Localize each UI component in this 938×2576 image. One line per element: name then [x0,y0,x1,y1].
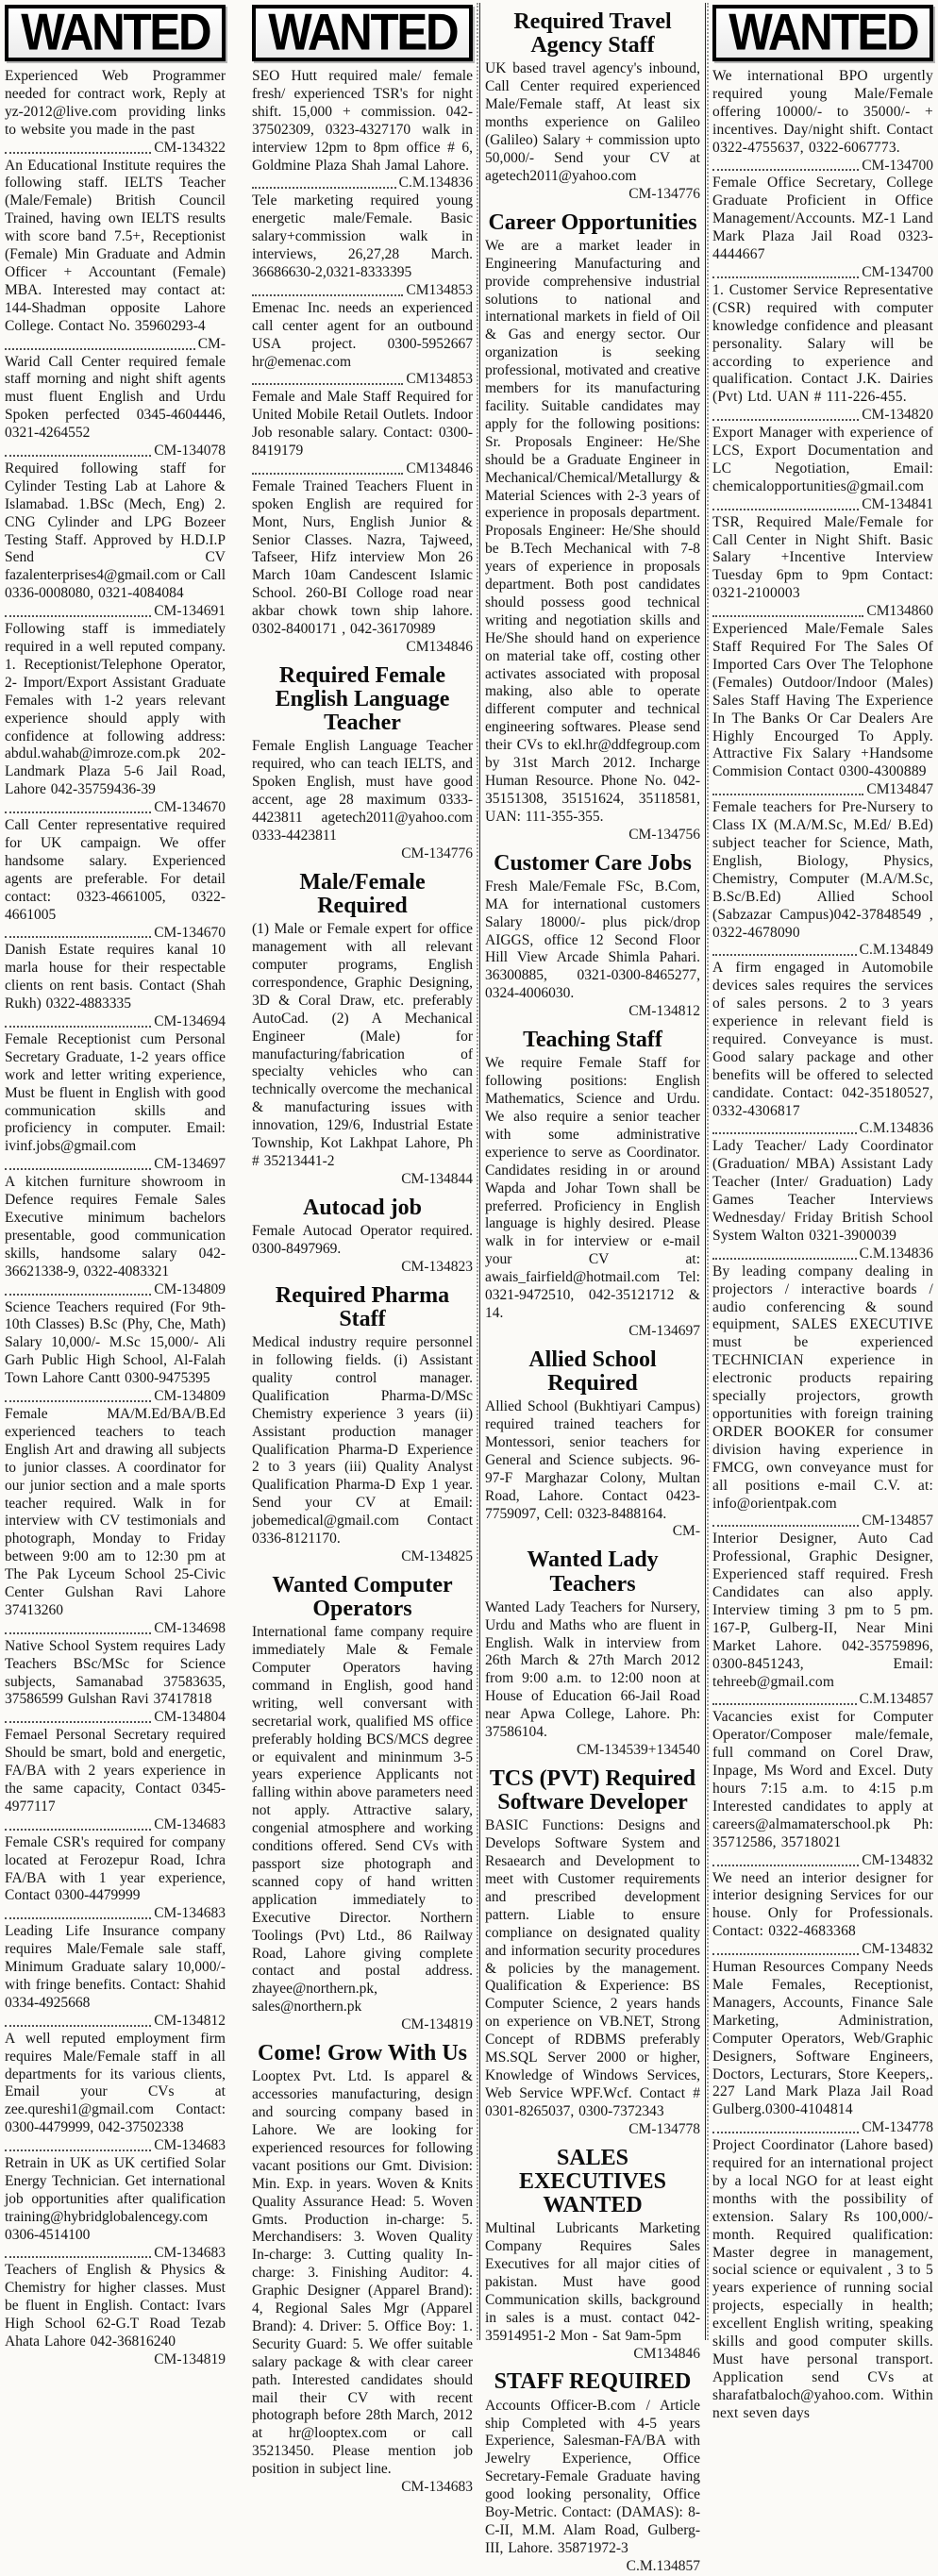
ad-ref-number: CM-134694 [154,1013,226,1030]
classified-ad [5,1727,226,1833]
ad-body: Emenac Inc. needs an experienced call center agent for an outbound USA project. 0300-5952667 hr@emenac.com [252,299,473,370]
ad-ref-number: CM-134804 [154,1709,226,1726]
ad-heading: Required Female English Language Teacher [275,662,450,736]
ad-ref-line [5,2137,226,2155]
ad-ref-number: CM- [197,335,226,352]
classified-ad [712,621,933,799]
classified-ad [5,1299,226,1406]
ad-ref-line [5,1709,226,1727]
ad-heading: Teaching Staff [523,1028,662,1053]
ad-ref-number: CM-134539+134540 [576,1742,700,1758]
ad-ref-line [5,2013,226,2031]
dotted-leader [5,1917,151,1919]
classified-ad [5,621,226,817]
ad-ref-line [252,1171,473,1189]
wanted-logo-box [252,5,473,61]
classified-ad [485,2370,700,2575]
ad-ref-number: CM-134825 [401,1547,473,1564]
ad-ref-number: CM134853 [406,371,473,388]
ad-ref-number: CM-134756 [628,826,700,843]
ad-body: Native School System requires Lady Teachers BSc/MSc for Science subjects, Samanabad 37583635, 37586599 Gulshan Ravi 37417818 [5,1637,226,1708]
ad-ref-line [5,925,226,943]
ad-ref-number: CM-134819 [154,2351,226,2367]
ad-heading: Required Travel Agency Staff [513,9,672,59]
ad-ref-line [485,186,700,204]
classified-ad [712,282,933,425]
ad-ref-line [252,460,473,478]
ad-ref-number: CM-134078 [154,443,226,460]
ad-ref-line [252,282,473,300]
ad-ref-number: CM134853 [406,281,473,298]
wanted-logo-text: WANTED [267,5,458,61]
classified-ad [712,1263,933,1531]
classified-ad [712,175,933,281]
classified-ad [712,1138,933,1263]
ad-ref-number: C.M.134836 [398,175,473,192]
ad-ref-number: CM-134832 [862,1851,933,1868]
wanted-logo-text: WANTED [728,5,918,61]
classified-ad [712,1709,933,1869]
dotted-leader [712,1132,857,1134]
dotted-leader [5,1294,151,1296]
classified-ad [5,2262,226,2368]
classified-ad [252,1574,473,2034]
ad-ref-number: CM134846 [406,639,473,655]
dotted-leader [5,936,151,938]
dotted-leader [5,811,151,813]
dotted-leader [252,473,403,475]
ad-heading: Autocad job [302,1195,422,1220]
ad-ref-line [5,799,226,817]
classified-ad [485,2147,700,2364]
ad-ref-line [712,942,933,960]
dotted-leader [712,954,857,956]
ad-ref-number: CM-134778 [628,2120,700,2137]
ad-ref-line [252,639,473,657]
ad-ref-number: C.M.134836 [859,1245,933,1262]
ad-ref-line [712,1852,933,1870]
classified-ad [5,1406,226,1638]
classified-ad [485,1029,700,1341]
ad-ref-number: CM-134670 [154,799,226,816]
ad-body: We are a market leader in Engineering Manufacturing and provide comprehensive industrial solutions to national and international markets in field of Oil & Gas and energy sector. Our organization is seeking professional, motivated and creative members for its manufacturing facility. Suitable candidates may apply for the following positions: Sr. Proposals Engineer: He/She should be a Graduate Engineer in Mechanical/Chemical/Metallurgy & Material Sciences with 2-3 years of experience in proposals department. Proposals Engineer: He/She should be B.Tech Mechanical with 7-8 years of experience in proposals department. Both post candidates should possess good technical writing and negotiation skills and He/She should hand on experience on material take off, costing other activates associated with proposal making, also able to operate different computer and technical engineering softwares. Please send their CVs to ekl.hr@ddfegroup.com by 31st March 2012. Incharge Human Resource. Phone No. 042-35151308, 35151624, 35118581, UAN: 111-355-355. [485,237,700,825]
ad-body: SEO Hutt required male/ female fresh/ experienced TSR's for night shift. 15,000 + commission. 042-37502309, 0323-4327170 walk in interview 12pm to 8pm office # 6, Goldmine Plaza Shah Jamal Lahore. [252,68,473,174]
ad-ref-line [712,158,933,176]
classified-ad [5,2031,226,2155]
ad-ref-line [5,443,226,460]
ad-ref-number: CM-134776 [401,845,473,861]
classified-ad [5,1923,226,2030]
ad-ref-number: CM-134683 [154,1905,226,1922]
ad-body: 1. Customer Service Representative (CSR) required with computer knowledge confidence and pleasant personality. Salary will be according to experience and qualification. Contact J.K. Dairies (Pvt) Ltd. UAN # 111-226-455. [712,281,933,406]
ad-ref-line [252,371,473,389]
ad-body: Female Trained Teachers Fluent in spoken English are required for Mont, Nurs, English Junior & Senior Classes. Nazra, Tajweed, Tafseer, Hifz interview Mon 26 March 10am Candescent Islamic School. 260-BI Colloge road near akbar chowk town ship lahore. 0302-8400171 , 042-36170989 [252,477,473,638]
classified-ad [712,514,933,621]
ad-heading: Wanted Lady Teachers [527,1547,659,1597]
ad-heading: SALES EXECUTIVES WANTED [518,2145,667,2217]
ad-body: Accounts Officer-B.com / Article ship Completed with 4-5 years Experience, Salesman-FA/BA with Jewelry Experience, Office Secretary-Female Graduate having good looking personality, Office Boy-Metric. Contact: (DAMAS): 8-C-II, M.M. Alam Road, Gulberg-III, Lahore. 35871972-3 [485,2397,700,2556]
ad-body: Following staff is immediately required in a well reputed company. 1. Receptionist/Telephone Operator, 2- Import/Export Assistant Graduate Females with 1-2 years relevant experience should apply with confidence at following address: abdul.wahab@imroze.com.pk 202-Landmark Plaza 5-6 Jail Road, Lahore 042-35759436-39 [5,621,226,798]
dotted-leader [5,1829,151,1831]
ad-body: Multinal Lubricants Marketing Company Requires Sales Executives for all major cities of pakistan. Must have good Communication skills, background in sales is a must. contact 042-35914951-2 Mon - Sat 9am-5pm [485,2220,700,2344]
dotted-leader [5,152,151,154]
ad-ref-line [252,2479,473,2497]
classified-ad [712,1531,933,1709]
ad-ref-line [485,1742,700,1760]
classified-ad [252,2042,473,2497]
ad-body: Female CSR's required for company located at Ferozepur Road, Ichra FA/BA with 1 year experience, Contact 0300-4479999 [5,1833,226,1904]
ad-body: Danish Estate requires kanal 10 marla house for their respectable clients on rent basis. Contact (Shah Rukh) 0322-4883335 [5,942,226,1012]
classified-ad [485,211,700,845]
ad-body: Experienced Web Programmer needed for contract work, Reply at yz-2012@live.com providing links to website you made in the past [5,68,226,138]
ad-body: TSR, Required Male/Female for Call Center in Night Shift. Basic Salary +Incentive Interview Tuesday 6pm to 9pm Contact: 0321-2100003 [712,513,933,602]
classified-ad [5,68,226,158]
ad-ref-line [5,1388,226,1406]
ad-ref-line [252,1259,473,1277]
classified-ad [712,2137,933,2423]
ad-body: Vacancies exist for Computer Operator/Composer male/female, full command on Corel Draw, Inpage, Ms Word and Excel. Duty hours 7:15 a.m. to 4:15 p.m Interested candidates to apply at careers@almamaterschool.pk Ph: 35712586, 35718021 [712,1709,933,1850]
ad-ref-line [252,2016,473,2034]
ad-body: UK based travel agency's inbound, Call Center required experienced Male/Female staff, At least six months experience on Galileo (Galileo) Salary + commission upto 50,000/- Send your CV at agetech2011@yahoo.com [485,60,700,184]
wanted-logo-text: WANTED [20,5,210,61]
column-1 [2,3,228,2367]
classified-ad [5,2155,226,2262]
ad-ref-line [712,2119,933,2137]
dotted-leader [5,1632,151,1634]
classified-ad [252,389,473,478]
ad-ref-number: CM-134322 [154,139,226,156]
ad-ref-line [252,175,473,192]
column-4 [710,3,936,2421]
classified-ad [252,68,473,192]
ad-body: We require Female Staff for following positions: English Mathematics, Science and Urdu. We also require a senior teacher with some administrative experience to serve as Coordinator. Candidates residing in or around Wapda and Johar Town shall be preferred. Proficiency in English language is highly desired. Please walk in for interview or e-mail your CV at: awais_fairfield@hotmail.com Tel: 0321-9472510, 042-35121712 & 14. [485,1055,700,1321]
dotted-leader [252,294,403,296]
classified-ad [252,1196,473,1277]
classified-ad [712,1870,933,1960]
classified-ad [485,852,700,1021]
dotted-leader [712,1703,857,1705]
ad-heading: Allied School Required [528,1347,657,1396]
ad-body: Teachers of English & Physics & Chemistry for higher classes. Must be fluent in English. Contact: Ivars High School 62-G.T Road Tezab Ahata Lahore 042-36816240 [5,2262,226,2350]
ad-body: Female and Male Staff Required for United Mobile Retail Outlets. Indoor Job resonable salary. Contact: 0300-8419179 [252,389,473,460]
classified-ad [5,354,226,460]
classified-ad [485,10,700,204]
ad-ref-line [485,2346,700,2364]
ad-body: (1) Male or Female expert for office management with all relevant computer programs, English correspondence, Graphic Designing, 3D & Coral Draw, etc. preferably AutoCad. (2) A Mechanical Engineer (Male) for manufacturing/fabrication of specialty vehicles who can technically overcome the mechanical & manufacturing issues with innovation, 129/6, Industrial Estate Township, Kot Lakhpat Lahore, Ph # 35213441-2 [252,921,473,1169]
ad-ref-line [485,1323,700,1341]
dotted-leader [712,1865,859,1866]
ad-body: A well reputed employment firm requires Male/Female staff in all departments for its various clients, Email your CVs at zee.qureshi1@gmail.com Contact: 0300-4479999, 042-37502338 [5,2030,226,2136]
classified-ad [5,1638,226,1728]
ad-ref-line [5,1905,226,1923]
wanted-logo-box [712,5,933,61]
ad-ref-line [485,2121,700,2139]
ad-ref-number: CM-134778 [862,2119,933,2136]
ad-heading: STAFF REQUIRED [494,2369,692,2395]
ad-ref-line [712,264,933,282]
classified-ad [485,1548,700,1760]
ad-body: Female Receptionist cum Personal Secretary Graduate, 1-2 years office work and letter writing experience, Must be fluent in English with good communication skills and proficiency in computer. Email: ivinf.jobs@gmail.com [5,1030,226,1155]
ad-heading: Male/Female Required [299,869,426,918]
ad-ref-line [712,1941,933,1959]
ad-ref-number: CM-134820 [862,407,933,424]
dotted-leader [712,509,859,510]
classified-ad [485,1348,700,1542]
dotted-leader [5,1168,151,1170]
ad-body: Warid Call Center required female staff morning and night shift agents must fluent English and Urdu Spoken perfected 0345-4604446, 0321-4264552 [5,353,226,442]
ad-ref-line [712,496,933,514]
classified-ad [5,460,226,621]
ad-ref-number: CM-134823 [401,1258,473,1275]
ad-ref-number: CM-134698 [154,1619,226,1636]
classified-ad [5,942,226,1031]
ad-body: Human Resources Company Needs Male Females, Receptionist, Managers, Accounts, Finance Sale Marketing, Administration, Computer Operators, Web/Graphic Designers, Software Engineers, Doctors, Lecturars, Store Keepers,. 227 Land Mark Plaza Jail Road Gulberg.0300-4104814 [712,1959,933,2118]
ad-ref-number: CM-134841 [862,495,933,512]
ad-body: We international BPO urgently required young Male/Female offering 10000/- to 35000/- + incentives. Day/night shift. Contact 0322-4755637, 0322-6067773. [712,68,933,156]
classified-ad [5,1174,226,1298]
ad-ref-line [485,1003,700,1021]
ad-ref-number: CM-134700 [862,157,933,174]
ad-ref-line [712,1513,933,1531]
dotted-divider-right [707,3,709,2340]
ad-ref-number: CM-134819 [401,2016,473,2033]
dotted-leader [252,187,396,189]
ad-ref-number: CM134847 [866,781,933,798]
ad-ref-line [5,2351,226,2369]
dotted-leader [712,169,859,171]
ad-body: Female MA/M.Ed/BA/B.Ed experienced teachers to teach English Art and drawing all subjects to junior classes. A coordinator for our junior section and a male sports teacher required. Walk in for interview with CV testimonials and photograph, Monday to Friday between 9:00 am to 12:30 pm at The Pak Lyceum School 25-Civic Center Gulshan Ravi Lahore 37413260 [5,1405,226,1618]
ad-body: We need an interior designer for interior designing Services for our house. Only for Professionals. Contact: 0322-4683368 [712,1869,933,1940]
dotted-leader [712,794,863,795]
ad-ref-line [5,2245,226,2263]
ad-body: Female Autocad Operator required. 0300-8497969. [252,1222,473,1257]
ad-ref-number: CM134860 [866,603,933,620]
ad-heading: Come! Grow With Us [258,2041,467,2066]
dotted-divider-left [477,3,478,2340]
classified-ad [252,664,473,863]
ad-body: Allied School (Bukhtiyari Campus) required trained teachers for Montessori, senior teachers for General and Science subjects. 96-97-F Marghazar Colony, Multan Road, Lahore. Contact 0423-7759097, Cell: 0323-8488164. [485,1398,700,1522]
ad-body: An Educational Institute requires the following staff. IELTS Teacher (Male/Female) British Council Trained, having own IELTS results with score band 7.5+, Receptionist (Female) Min Graduate and Admin Officer + Accountant (Female) MBA. Interested may contact at: 144-Shadman opposite Lahore College. Contact No. 35960293-4 [5,157,226,334]
classified-ad [252,300,473,390]
classified-ad [252,871,473,1189]
dotted-leader [712,2132,859,2133]
ad-body: Medical industry require personnel in following fields. (i) Assistant quality control manager. Qualification Pharma-D/MSc Chemistry experience 3 years (ii) Assistant production manager Qualification Pharma-D Experience 2 to 3 years (iii) Quality Analyst Qualification Pharma-D Exp 1 year. Send your CV at Email: jobemedical@gmail.com Contact 0336-8121170. [252,1334,473,1547]
ad-ref-line [712,1691,933,1709]
ad-ref-number: CM- [672,1523,700,1540]
ad-body: Science Teachers required (For 9th-10th Classes) B.Sc (Phy, Che, Math) Salary 10,000/- M.Sc 15,000/- Ali Garh Public High School, Al-Falah Town Lahore Cantt 0300-9475395 [5,1298,226,1387]
ad-ref-line [712,1120,933,1138]
ad-body: By leading company dealing in projectors / interactive boards / audio conferencing & sound equipment, SALES EXECUTIVE must be experienced TECHNICIAN experience in electronic products repairing specially projectors, growth opportunities with foreign training ORDER BOOKER for consumer division having experience in FMCG, own conveyance must for all positions e-mail C.V. at: info@orientpak.com [712,1263,933,1512]
classified-ad [485,1767,700,2139]
classified-ad [712,425,933,514]
ad-ref-number: CM-134697 [154,1156,226,1173]
ad-body: Required following staff for Cylinder Testing Lab at Lahore & Islamabad. 1.BSc (Mech, Eng) 2. CNG Cylinder and LPG Bozeer Testing Staff. Approved by H.D.I.P Send CV fazalenterprises4@gmail.com or Call 0336-0008080, 0321-4084084 [5,460,226,602]
ad-ref-line [5,603,226,621]
ad-body: Retrain in UK as UK certified Solar Energy Technician. Get international job opportunities after qualification training@hybridglobalencegy.com 0306-4514100 [5,2155,226,2243]
ad-ref-line [485,827,700,845]
ad-ref-line [712,1246,933,1263]
dotted-leader [5,348,195,350]
classified-ad [5,817,226,942]
ad-ref-line [5,1156,226,1174]
ad-ref-number: CM-134832 [862,1941,933,1958]
dotted-leader [712,1258,857,1260]
ad-body: Lady Teacher/ Lady Coordinator (Graduation/ MBA) Assistant Lady Teacher (Inter/ Graduation) Lady Games Teacher Interviews Wednesday/ Friday British School System Walton 0321-3900039 [712,1138,933,1244]
ad-ref-line [5,336,226,354]
ad-body: Experienced Male/Female Sales Staff Required For The Sales Of Imported Cars Over The Telophone (Females) Outdoor/Indoor (Males) Sales Staff Having The Experience In The Banks Or Car Dealers Are Highly Encourged To Apply. Attractive Fix Salary +Handsome Commision Contact 0300-4300889 [712,621,933,780]
dotted-leader [712,1953,859,1955]
ad-body: Female teachers for Pre-Nursery to Class IX (M.A/M.Sc, M.Ed/ B.Ed) subject teacher for Science, Math, English, Biology, Physics, Chemistry, Computer (M.A/M.Sc, B.Sc/B.Ed) Allied School (Sabzazar Campus)042-37848549 , 0322-4678090 [712,799,933,941]
dotted-leader [5,2025,151,2027]
ad-body: Female English Language Teacher required, who can teach IELTS, and Spoken English, must have good accent, age 28 maximum 0333-4423811 agetech2011@yahoo.com 0333-4423811 [252,738,473,844]
classified-ad [5,1834,226,1924]
ad-body: A kitchen furniture showroom in Defence requires Female Sales Executive minimum bachelors presentable, good communication skills, handsome salary 042-36621338-9, 0322-4083321 [5,1174,226,1280]
dotted-leader [712,1525,859,1527]
ad-body: Femael Personal Secretary required Should be smart, bold and energetic, FA/BA with 2 years experience in the same capacity, Contact 0345-4977117 [5,1727,226,1815]
ad-body: Leading Life Insurance company requires Male/Female sale staff, Minimum Graduate salary 10,000/- with fringe benefits. Contact: Shahid 0334-4925668 [5,1923,226,2011]
ad-ref-number: CM-134857 [862,1513,933,1530]
ad-ref-number: CM-134697 [628,1322,700,1339]
ad-ref-line [5,1620,226,1638]
ad-ref-number: CM134846 [406,460,473,477]
dotted-leader [712,276,859,278]
classified-ad [5,1031,226,1174]
ad-body: BASIC Functions: Designs and Develops Software System and Resaearch and Development to meet with Customer requirements and prescribed development pattern. Liable to ensure compliance on designated quality and information security procedures & policies by the management. Qualification & Experience: BS Computer Science, 2 years hands on experience on VB.NET, Strong Concept of RDBMS preferably MS.SQL Server 2000 or higher, Knowledge of Windows Services, Web Service WPF.Wcf. Contact # 0301-8265037, 0300-7372343 [485,1817,700,2119]
ad-ref-line [252,845,473,863]
ad-ref-number: CM-134691 [154,603,226,620]
ad-ref-number: C.M.134849 [859,942,933,959]
ad-ref-number: CM-134776 [628,185,700,202]
ad-heading: Required Pharma Staff [275,1282,450,1331]
ad-ref-line [712,603,933,621]
ad-ref-line [5,1013,226,1031]
ad-body: Fresh Male/Female FSc, B.Com, MA for international customers Salary 18000/- plus pick/drop AIGGS, office 12 Second Floor Hill View Arcade Shimla Pahari. 36300885, 0321-0300-8465277, 0324-4006030. [485,878,700,1002]
ad-ref-number: CM-134700 [862,263,933,280]
ad-ref-number: CM-134809 [154,1388,226,1405]
ad-body: Export Manager with experience of LCS, Export Documentation and LC Negotiation, Email: chemicalopportunities@gmail.com [712,425,933,494]
column-gap [228,3,249,2340]
dotted-leader [712,615,863,617]
ad-heading: Wanted Computer Operators [272,1572,453,1622]
ad-ref-line [712,781,933,799]
dotted-leader [5,2149,151,2151]
ad-ref-number: CM-134812 [628,1003,700,1020]
ad-ref-number: CM-134683 [154,1815,226,1832]
ad-heading: Career Opportunities [488,209,697,235]
ad-body: Project Coordinator (Lahore based) required for an international project by a local NGO for at least eight months with the possibility of extension. Salary Rs 100,000/- month. Required qualification: Master degree in management, social science or equivalent , 3 to 5 years experience of running social projects, especially in health; excellent English writing, speaking skills and good computer skills. Must have personal transport. Application send CVs at sharafatbaloch@yahoo.com. Within next seven days [712,2137,933,2421]
dotted-leader [5,2256,151,2258]
ad-body: Looptex Pvt. Ltd. Is apparel & accessories manufacturing, design and sourcing company based in Lahore. We are looking for experienced resources for following vacant positions our Gmt. Division: Min. Exp. in years. Woven & Knits Quality Assurance Head: 5. Woven Gmts. Production in-charge: 5. Merchandisers: 3. Woven Quality In-charge: 3. Cutting quality In-charge: 3. Finishing Auditor: 4. Graphic Designer (Apparel Brand): 4, Regional Sales Mgr (Apparel Brand): 4. Driver: 5. Office Boy: 1. Security Guard: 5. We offer suitable salary package & with clear career path. Interested candidates should mail their CV with recent photograph before 28th March, 2012 at hr@looptex.com or call 35213450. Please mention job position in subject line. [252,2068,473,2478]
classified-ad [712,68,933,175]
ad-ref-line [5,1816,226,1834]
dotted-leader [5,1400,151,1402]
ad-body: International fame company require immediately Male & Female Computer Operators having command in English, good hand writing, well conversant with secretarial work, qualified MS office preferably holding BCS/MCS degree or equivalent and mininmum 3-5 years experience Applicants not falling within above parameters need not apply. Attractive salary, congenial atmosphere and working conditions offered. Send CVs with passport size photograph and scanned copy of hand written application immediately to Executive Director. Northern Toolings (Pvt) Ltd., 86 Railway Road, Lahore giving complete contact and postal address. zhayee@northern.pk, sales@northern.pk [252,1624,473,2016]
ad-ref-number: C.M.134836 [859,1120,933,1137]
ad-ref-line [485,1523,700,1541]
ad-body: Call Center representative required for UK campaign. We offer handsome salary. Experienced agents are preferable. For detail contact: 0323-4661005, 0322-4661005 [5,817,226,923]
ad-body: A firm engaged in Automobile devices sales requires the services of sales persons. 2 to 3 years experience in relevant field is required. Conveyance is must. Good salary package and other benefits will be offered to selected candidate. Contact: 042-35180527, 0332-4306817 [712,960,933,1119]
dotted-leader [5,455,151,457]
ad-ref-number: C.M.134857 [626,2557,700,2574]
ad-ref-number: CM-134812 [154,2012,226,2029]
column-3 [479,3,706,2574]
ad-ref-number: CM-134683 [401,2479,473,2496]
dotted-leader [5,1026,151,1028]
ad-heading: Customer Care Jobs [494,850,692,876]
ad-ref-line [252,1548,473,1566]
column-2 [249,3,476,2496]
ad-ref-line [485,2558,700,2576]
dotted-leader [5,1721,151,1723]
dotted-leader [252,383,403,385]
ad-ref-number: CM-134809 [154,1280,226,1297]
ad-ref-number: CM-134844 [401,1170,473,1187]
ad-body: Tele marketing required young energetic male/Female. Basic salary+commission walk in interviews, 26,27,28 March. 36686630-2,0321-8333395 [252,192,473,280]
ad-ref-number: C.M.134857 [859,1691,933,1708]
wanted-logo-box [5,5,226,61]
dotted-leader [5,615,151,617]
classified-ad [252,192,473,299]
classified-ad [5,158,226,354]
classified-ad [712,799,933,960]
ad-body: Interior Designer, Auto Cad Professional, Graphic Designer, Experienced staff required. Fresh Candidates can also apply. Interview timing 3 pm to 5 pm. 167-P, Gulberg-II, Near Mini Market Lahore. 042-35759896, 0300-8451243, Email: tehreeb@gmail.com [712,1531,933,1690]
classified-ad [252,478,473,657]
classified-ad [712,960,933,1138]
classified-ad [252,1284,473,1566]
ad-ref-number: CM-134683 [154,2137,226,2154]
ad-body: Female Office Secretary, College Graduate Proficient in Office Management/Accounts. MZ-1 Land Mark Plaza Jail Road 0323-4444667 [712,175,933,263]
classified-ad [712,1959,933,2137]
ad-body: Wanted Lady Teachers for Nursery, Urdu and Maths who are fluent in English. Walk in interview from 26th March & 27th March 2012 from 9:00 a.m. to 12:00 noon at House of Education 66-Jail Road near Apwa College, Lahore. Ph: 37586104. [485,1598,700,1741]
ad-ref-line [712,407,933,425]
ad-ref-number: CM-134683 [154,2244,226,2261]
ad-heading: TCS (PVT) Required Software Developer [489,1765,696,1815]
dotted-leader [712,419,859,421]
ad-ref-line [5,140,226,158]
ad-ref-line [5,1281,226,1299]
ad-ref-number: CM-134670 [154,924,226,941]
ad-ref-number: CM134846 [633,2345,700,2362]
